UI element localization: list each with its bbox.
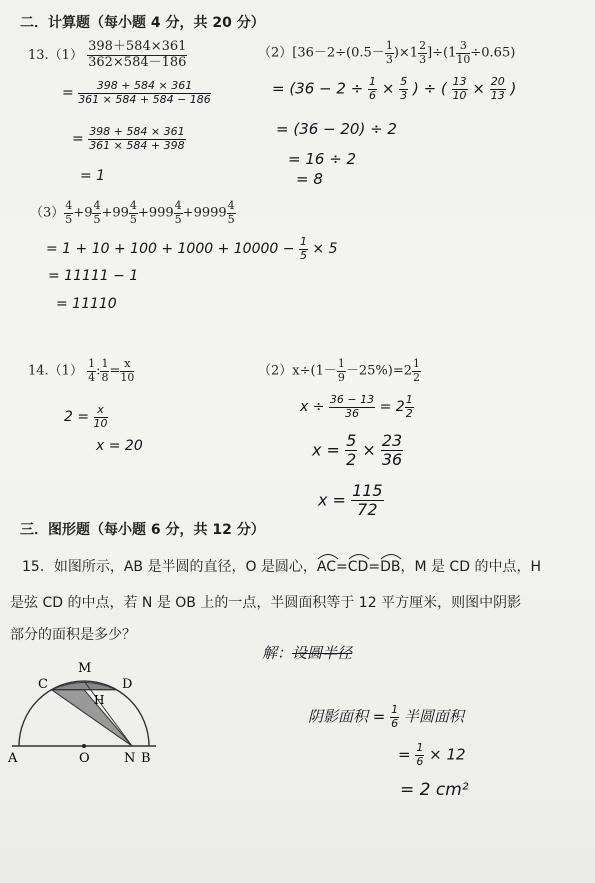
q13-1-step2: = $\frac{398 + 584 \times 361}{361 \times 584 + 398}$	[72, 125, 185, 152]
q14-2-step1-frac-den: 36	[345, 406, 360, 420]
q13-2-label: （2）	[258, 45, 293, 61]
arc-cd-label: CD	[347, 559, 369, 575]
q13-2-step1-frac2	[399, 76, 408, 102]
q13-3-frac3-den: 5	[129, 212, 137, 226]
q13-2-step1-frac1-num: 1	[369, 75, 377, 88]
q13-2-post: ]÷(1	[427, 45, 457, 61]
q13-2-step1-frac4-num: 20	[490, 75, 505, 88]
q15-eq2: =	[368, 559, 381, 575]
q13-2-step1	[272, 76, 516, 102]
q14-2-step2-a: x =	[312, 440, 340, 460]
q14-1-frac-a-num: 1	[88, 357, 96, 370]
q14-1-frac-c-den: 10	[120, 370, 135, 384]
q14-2-frac2-den: 2	[413, 370, 420, 384]
q13-1-problem	[28, 40, 187, 71]
q13-3-w5: 9999	[193, 205, 227, 221]
q15-ans1-frac-den: 6	[391, 716, 399, 730]
arc-mark-icon	[380, 552, 402, 560]
q13-3-frac3-num: 4	[129, 199, 137, 212]
q13-1-step1-den: 361 × 584 + 584 − 186	[78, 92, 211, 106]
q14-2-problem	[258, 358, 421, 384]
q13-2-frac1	[385, 40, 394, 66]
q14-2-step3-frac-den: 72	[357, 500, 378, 520]
q13-2-step1-frac3-num: 13	[452, 75, 467, 88]
q14-2-pre: x÷(1－	[292, 363, 337, 379]
q13-1-step2-fraction	[88, 126, 185, 152]
q14-1-frac-c	[120, 358, 134, 384]
q14-2-step3	[318, 482, 384, 520]
q13-2-pre: [36－2÷(0.5－	[292, 45, 385, 61]
q13-2-frac2	[418, 40, 427, 66]
label-h: H	[94, 693, 105, 707]
q15-ans2-frac	[415, 742, 424, 768]
semicircle-figure	[4, 650, 174, 770]
q14-2-post: －25%)=2	[345, 363, 412, 379]
q13-3-step1-frac-den: 5	[299, 248, 307, 262]
shaded-segment	[52, 682, 117, 689]
q14-2-step3-frac	[351, 482, 384, 520]
q13-2-step4: = 8	[296, 170, 323, 188]
q15-ans2-b: × 12	[429, 745, 466, 764]
q14-2-step2-frac1-den: 2	[346, 450, 357, 470]
q14-2-step2-b: ×	[362, 440, 376, 460]
q14-2-step1-frac-num: 36 − 13	[329, 393, 375, 406]
label-a: A	[8, 751, 18, 766]
q13-2-step1-frac3	[452, 76, 468, 102]
q15-ans2-a: =	[398, 745, 411, 764]
arc-mark-icon	[348, 552, 370, 560]
q13-2-frac3-den: 10	[456, 52, 471, 66]
q13-2-step1-b: ×	[381, 79, 395, 98]
q14-2-step1-b: = 2	[379, 399, 405, 416]
q13-1-step3: = 1	[80, 168, 106, 184]
q13-1-step1-fraction	[78, 80, 211, 106]
q13-2-step3: = 16 ÷ 2	[288, 150, 357, 168]
q13-2-mid: )×1	[393, 45, 419, 61]
q13-3-step2: = 11111 − 1	[48, 268, 139, 284]
q13-1-numerator: 398＋584×361	[88, 39, 187, 54]
q13-2-step1-frac4-den: 13	[490, 88, 505, 102]
q15-line-1	[22, 556, 541, 576]
q13-2-step1-d: ×	[472, 79, 485, 98]
q13-1-step1: = $\frac{398 + 584 \times 361}{361 \times 584 + 584 - 186}$	[62, 79, 211, 106]
q15-answer-3: = 2 cm²	[400, 780, 469, 800]
q13-2-frac3	[456, 40, 470, 66]
q13-2-step1-frac2-den: 3	[400, 88, 408, 102]
q13-3-step1-a: = 1 + 10 + 100 + 1000 + 10000 −	[46, 241, 295, 258]
q13-3-w2: 9	[84, 205, 93, 221]
q14-1-step1-frac-num: x	[94, 404, 108, 418]
q13-2-step1-e: )	[510, 79, 517, 98]
label-n: N	[124, 751, 136, 766]
q15-eq1: =	[336, 559, 348, 575]
q13-2-step1-frac3-den: 10	[452, 88, 467, 102]
q15-answer-2	[398, 742, 466, 768]
q13-3-problem: （3） $\frac{4}{5}$ +9 $\frac{4}{5}$ +99 $\frac{4}{5}$ +999 $\frac{4}{5}$ +9999 $\frac{4}{5}$	[30, 199, 235, 226]
q14-2-label: （2）	[258, 363, 293, 379]
label-m: M	[78, 661, 92, 676]
q14-2-step1	[300, 394, 414, 420]
q15-ans1-a: 阴影面积 =	[308, 707, 386, 726]
q15-ans1-frac-num: 1	[391, 703, 399, 716]
q13-1-denominator: 362×584－186	[88, 54, 187, 70]
q13-3-frac1-den: 5	[65, 212, 73, 226]
q13-2-frac2-den: 3	[419, 52, 427, 66]
q14-1-eq: =	[109, 363, 121, 379]
q13-2-frac1-den: 3	[385, 52, 393, 66]
q13-3-frac4	[174, 200, 183, 226]
q15-sol-struck: 设圆半径	[292, 644, 353, 662]
q15-sol-label: 解：	[262, 644, 293, 662]
q14-1-step1-frac-den: 10	[93, 416, 108, 430]
q15-answer-1	[308, 704, 464, 730]
q13-3-frac4-num: 4	[174, 199, 182, 212]
q14-2-frac1-num: 1	[337, 357, 345, 370]
q14-2-step3-frac-num: 115	[352, 481, 383, 500]
q13-2-problem	[258, 40, 515, 66]
q13-3-step1-b: × 5	[312, 241, 338, 258]
q13-3-frac2-num: 4	[93, 199, 101, 212]
q14-2-frac1	[337, 358, 346, 384]
q13-3-label: （3）	[30, 205, 65, 221]
q13-3-w3: 99	[112, 205, 129, 221]
q13-2-tail: ÷0.65)	[470, 45, 516, 61]
arc-mark-icon	[317, 552, 339, 560]
q14-2-step1-frac	[329, 394, 375, 420]
q13-3-frac5-den: 5	[227, 212, 235, 226]
q13-3-frac1	[64, 200, 73, 226]
q15-ans1-b: 半圆面积	[403, 707, 464, 726]
q14-1-frac-a	[87, 358, 96, 384]
q13-3-frac1-num: 4	[65, 199, 73, 212]
q14-2-step3-a: x =	[318, 490, 346, 510]
q14-1-colon: :	[96, 363, 101, 379]
arc-db-label: DB	[380, 559, 401, 575]
q15-line1-b: ，M 是 CD 的中点，H	[400, 559, 541, 575]
section-2-heading: 二．计算题（每小题 4 分，共 20 分）	[20, 15, 265, 31]
q13-3-frac5	[227, 200, 236, 226]
q14-2-step1-a: x ÷	[300, 399, 325, 416]
q14-1-frac-a-den: 4	[88, 370, 96, 384]
center-point-o	[82, 744, 86, 748]
q14-2-step2-frac1-num: 5	[346, 431, 357, 450]
q14-2-step1-frac2-num: 1	[405, 393, 413, 406]
q14-2-step2	[312, 432, 403, 470]
q13-1-step2-num: 398 + 584 × 361	[89, 125, 185, 138]
q14-2-frac2	[412, 358, 421, 384]
section-3-heading: 三．图形题（每小题 6 分，共 12 分）	[20, 522, 265, 538]
label-b: B	[141, 751, 151, 766]
q14-2-step2-frac1	[345, 432, 357, 470]
q13-1-label: 13.（1）	[28, 47, 83, 63]
q13-3-frac3	[129, 200, 138, 226]
q14-1-step2: x = 20	[96, 438, 143, 454]
arc-ac-label: AC	[316, 559, 337, 575]
q13-3-frac4-den: 5	[174, 212, 182, 226]
q14-1-step1-a: 2 =	[64, 409, 90, 426]
q13-3-step3: = 11110	[56, 296, 117, 312]
q15-ans1-frac	[390, 704, 399, 730]
q15-line-2: 是弦 CD 的中点，若 N 是 OB 上的一点，半圆面积等于 12 平方厘米，则图中阴影	[10, 595, 522, 611]
shaded-triangle	[52, 690, 133, 746]
q13-3-step1-frac	[299, 236, 308, 262]
q15-ans2-frac-num: 1	[416, 741, 424, 754]
label-o: O	[79, 751, 90, 766]
q14-1-frac-b-den: 8	[101, 370, 109, 384]
q13-2-frac3-num: 3	[456, 40, 470, 54]
arc-ac	[317, 559, 336, 575]
q14-2-frac1-den: 9	[337, 370, 345, 384]
q14-1-label: 14.（1）	[28, 363, 83, 379]
q14-2-step2-frac2-den: 36	[381, 450, 403, 470]
q13-2-step1-frac4	[490, 76, 506, 102]
q15-ans2-frac-den: 6	[416, 754, 424, 768]
q13-1-step2-den: 361 × 584 + 398	[89, 138, 185, 152]
q14-1-frac-b-num: 1	[101, 357, 109, 370]
q13-2-step1-frac2-num: 5	[400, 75, 408, 88]
q13-2-step1-c: ) ÷ (	[412, 79, 447, 98]
q13-3-step1	[46, 236, 338, 262]
q13-2-frac1-num: 1	[385, 39, 393, 52]
arc-db	[380, 559, 400, 575]
q13-2-step1-frac1-den: 6	[369, 88, 377, 102]
q15-line1-a: 15．如图所示，AB 是半圆的直径，O 是圆心，	[22, 559, 317, 575]
q13-3-frac2-den: 5	[93, 212, 101, 226]
arc-cd	[348, 559, 369, 575]
q15-solution-label	[262, 642, 352, 663]
q13-1-fraction	[87, 40, 187, 71]
q14-2-step2-frac2-num: 23	[381, 431, 403, 450]
q14-2-frac2-num: 1	[413, 357, 420, 370]
q15-line-3: 部分的面积是多少？	[10, 627, 136, 643]
q13-2-frac2-num: 2	[419, 39, 427, 52]
label-c: C	[38, 677, 48, 692]
q14-1-step1-frac	[94, 404, 108, 430]
q13-3-step1-frac-num: 1	[299, 235, 307, 248]
q14-1-frac-c-num: x	[120, 358, 134, 372]
q13-2-step2: = (36 − 20) ÷ 2	[276, 120, 397, 138]
q14-1-problem	[28, 358, 134, 384]
q13-3-w4: 999	[148, 205, 174, 221]
q14-2-step2-frac2	[381, 432, 403, 470]
q14-2-step1-frac2-den: 2	[405, 406, 413, 420]
q13-3-frac2	[92, 200, 101, 226]
q13-2-step1-a: = (36 − 2 ÷	[272, 79, 364, 98]
q13-2-step1-frac1	[368, 76, 377, 102]
q14-2-step1-frac2	[405, 394, 414, 420]
label-d: D	[122, 677, 133, 692]
q13-3-frac5-num: 4	[227, 199, 235, 212]
q13-1-step1-num: 398 + 584 × 361	[78, 80, 211, 94]
q14-1-step1	[64, 404, 108, 430]
